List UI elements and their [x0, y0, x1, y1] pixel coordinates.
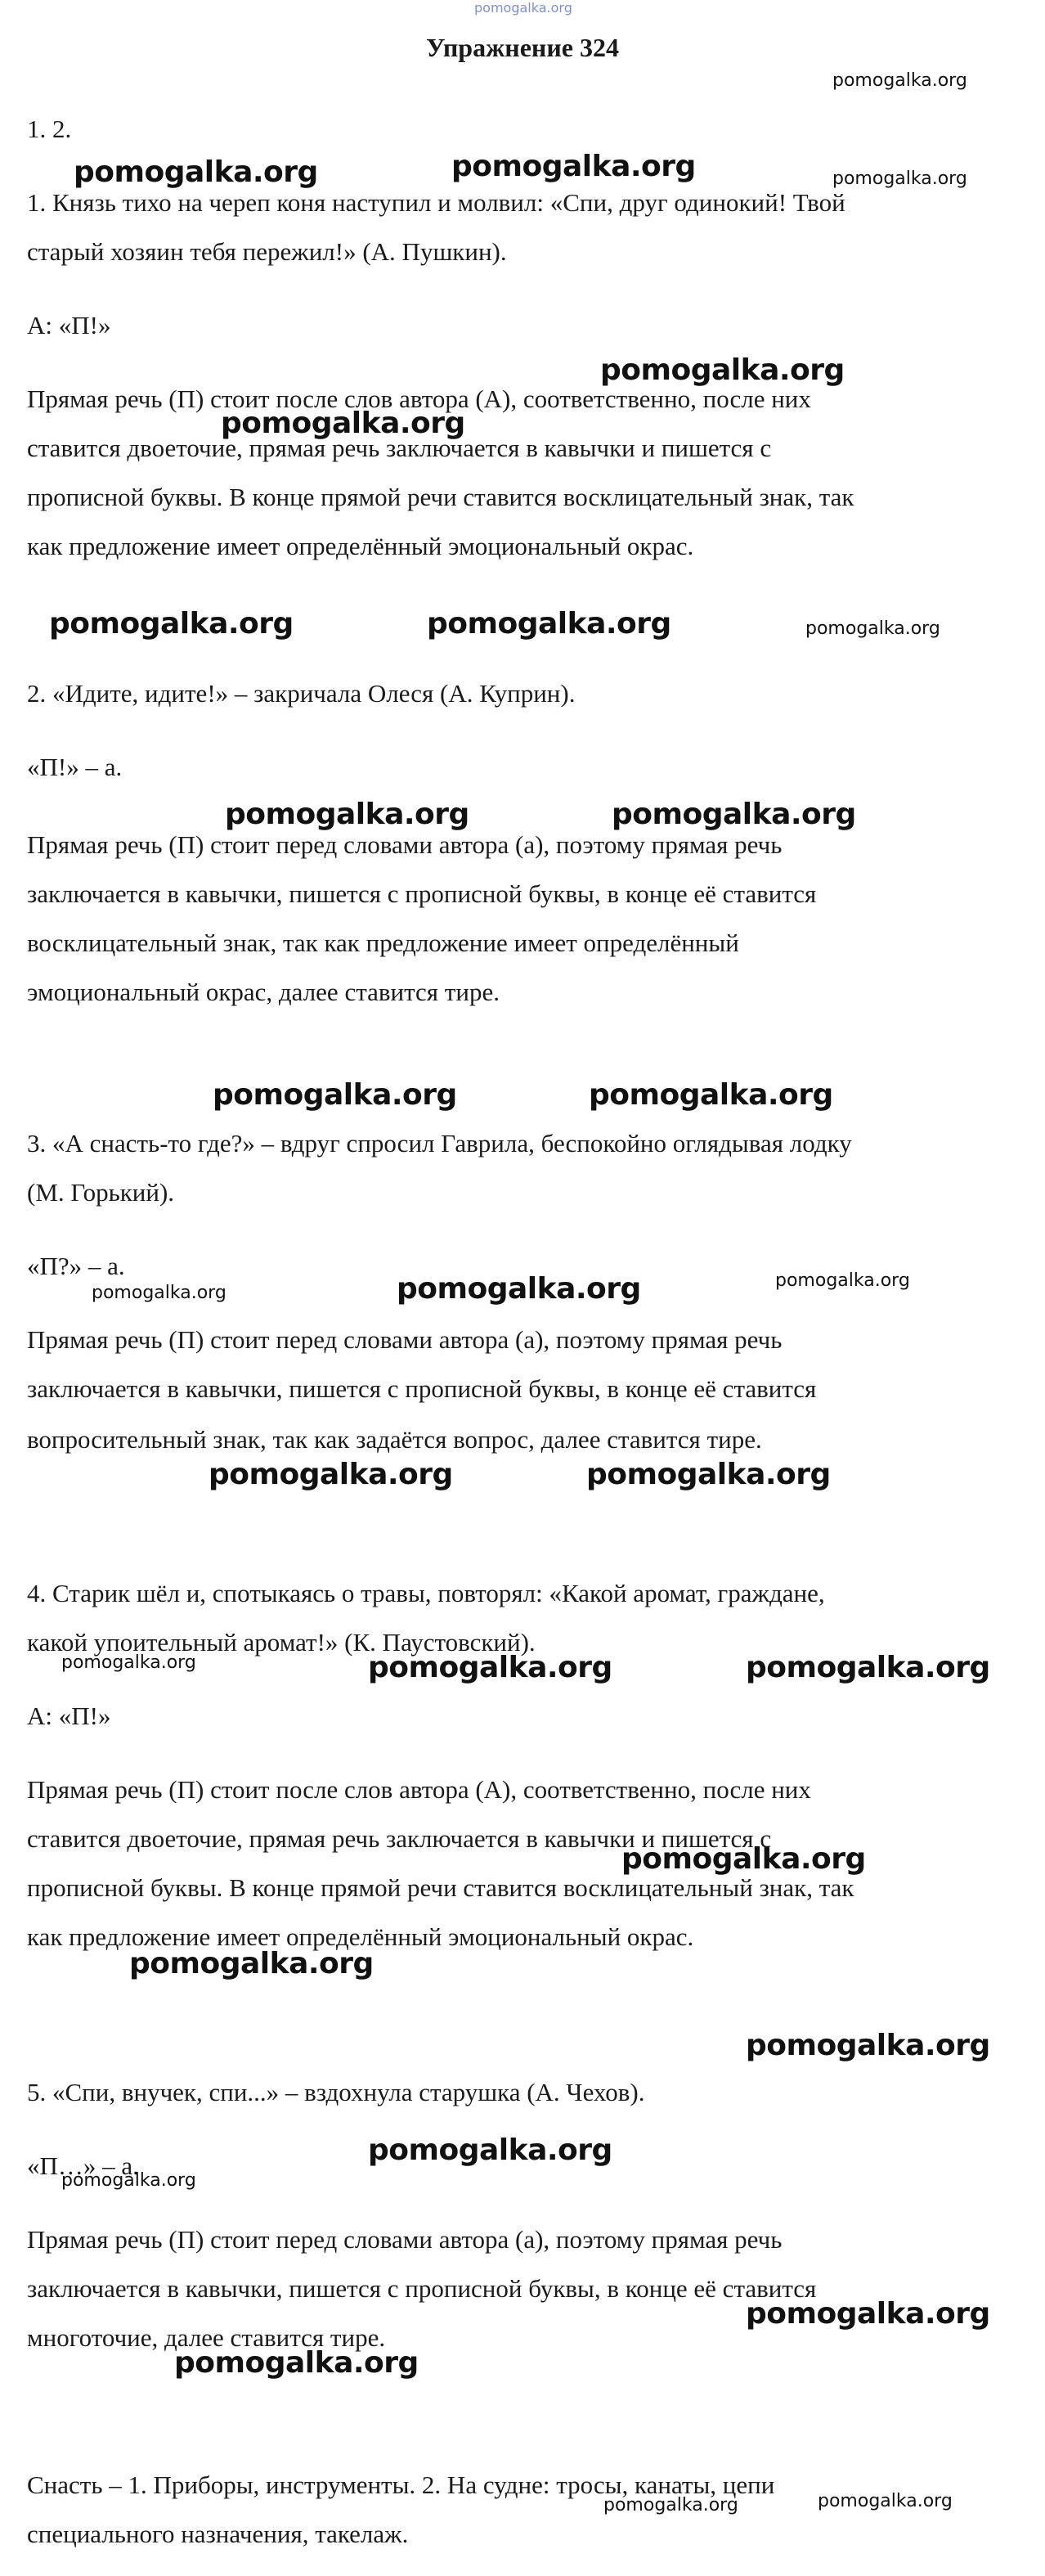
tasks-label: 1. 2.	[27, 115, 72, 143]
watermark: pomogalka.org	[775, 1270, 910, 1291]
scheme: А: «П!»	[27, 311, 111, 339]
explanation-line: прописной буквы. В конце прямой речи ставится восклицательный знак, так	[27, 483, 854, 511]
explanation-line: как предложение имеет определённый эмоциональный окрас.	[27, 1922, 694, 1951]
watermark: pomogalka.org	[61, 2170, 196, 2191]
scheme: А: «П!»	[27, 1702, 111, 1730]
explanation-line: ставится двоеточие, прямая речь заключается в кавычки и пишется с	[27, 434, 772, 462]
watermark: pomogalka.org	[746, 2297, 990, 2331]
watermark: pomogalka.org	[818, 2491, 953, 2511]
sentence-line: 4. Старик шёл и, спотыкаясь о травы, повторял: «Какой аромат, граждане,	[27, 1579, 825, 1607]
explanation-line: ставится двоеточие, прямая речь заключается в кавычки и пишется с	[27, 1824, 772, 1853]
explanation-line: заключается в кавычки, пишется с прописной буквы, в конце её ставится	[27, 1374, 817, 1403]
watermark: pomogalka.org	[746, 1651, 990, 1684]
explanation-line: Прямая речь (П) стоит перед словами автора (а), поэтому прямая речь	[27, 830, 783, 859]
explanation-line: Прямая речь (П) стоит после слов автора (А), соответственно, после них	[27, 1775, 811, 1804]
explanation-line: многоточие, далее ставится тире.	[27, 2323, 386, 2352]
watermark: pomogalka.org	[612, 798, 856, 831]
watermark: pomogalka.org	[805, 618, 940, 639]
scheme: «П…» – а.	[27, 2151, 139, 2180]
watermark: pomogalka.org	[368, 2133, 612, 2167]
watermark: pomogalka.org	[586, 1458, 831, 1491]
watermark: pomogalka.org	[74, 155, 318, 189]
explanation-line: эмоциональный окрас, далее ставится тире.	[27, 978, 500, 1006]
watermark: pomogalka.org	[368, 1651, 612, 1684]
sentence-line: 2. «Идите, идите!» – закричала Олеся (А. Куприн).	[27, 679, 576, 708]
watermark: pomogalka.org	[213, 1078, 457, 1112]
explanation-line: Прямая речь (П) стоит после слов автора (А), соответственно, после них	[27, 384, 811, 413]
sentence-line: (М. Горький).	[27, 1178, 175, 1207]
sentence-line: 5. «Спи, внучек, спи...» – вздохнула старушка (А. Чехов).	[27, 2078, 645, 2106]
explanation-line: вопросительный знак, так как задаётся вопрос, далее ставится тире.	[27, 1425, 762, 1454]
watermark: pomogalka.org	[746, 2029, 990, 2062]
header-watermark: pomogalka.org	[474, 0, 572, 16]
note-line: специального назначения, такелаж.	[27, 2520, 409, 2548]
watermark: pomogalka.org	[61, 1652, 196, 1673]
watermark: pomogalka.org	[92, 1283, 226, 1303]
watermark: pomogalka.org	[832, 70, 967, 91]
explanation-line: заключается в кавычки, пишется с прописной буквы, в конце её ставится	[27, 879, 817, 908]
sentence-line: 1. Князь тихо на череп коня наступил и молвил: «Спи, друг одинокий! Твой	[27, 188, 845, 217]
watermark: pomogalka.org	[174, 2346, 419, 2380]
watermark: pomogalka.org	[397, 1272, 641, 1306]
watermark: pomogalka.org	[589, 1078, 833, 1112]
watermark: pomogalka.org	[129, 1947, 374, 1980]
sentence-line: 3. «А снасть-то где?» – вдруг спросил Гаврила, беспокойно оглядывая лодку	[27, 1129, 852, 1158]
page-title: Упражнение 324	[425, 33, 619, 62]
note-line: Снасть – 1. Приборы, инструменты. 2. На судне: тросы, канаты, цепи	[27, 2470, 775, 2499]
watermark: pomogalka.org	[832, 169, 967, 189]
sentence-line: старый хозяин тебя пережил!» (А. Пушкин).	[27, 237, 507, 266]
watermark: pomogalka.org	[49, 607, 294, 641]
scheme: «П!» – а.	[27, 753, 123, 781]
watermark: pomogalka.org	[427, 607, 671, 641]
explanation-line: Прямая речь (П) стоит перед словами автора (а), поэтому прямая речь	[27, 2225, 783, 2254]
explanation-line: Прямая речь (П) стоит перед словами автора (а), поэтому прямая речь	[27, 1325, 783, 1354]
explanation-line: прописной буквы. В конце прямой речи ставится восклицательный знак, так	[27, 1873, 854, 1902]
explanation-line: заключается в кавычки, пишется с прописной буквы, в конце её ставится	[27, 2274, 817, 2303]
watermark: pomogalka.org	[221, 407, 465, 440]
watermark: pomogalka.org	[225, 798, 469, 831]
watermark: pomogalka.org	[451, 150, 696, 183]
watermark: pomogalka.org	[600, 353, 845, 387]
sentence-line: какой упоительный аромат!» (К. Паустовский).	[27, 1628, 536, 1657]
explanation-line: восклицательный знак, так как предложение имеет определённый	[27, 928, 739, 957]
watermark: pomogalka.org	[209, 1458, 453, 1491]
explanation-line: как предложение имеет определённый эмоциональный окрас.	[27, 532, 694, 560]
watermark: pomogalka.org	[603, 2495, 738, 2515]
scheme: «П?» – а.	[27, 1252, 125, 1280]
watermark: pomogalka.org	[621, 1842, 866, 1876]
